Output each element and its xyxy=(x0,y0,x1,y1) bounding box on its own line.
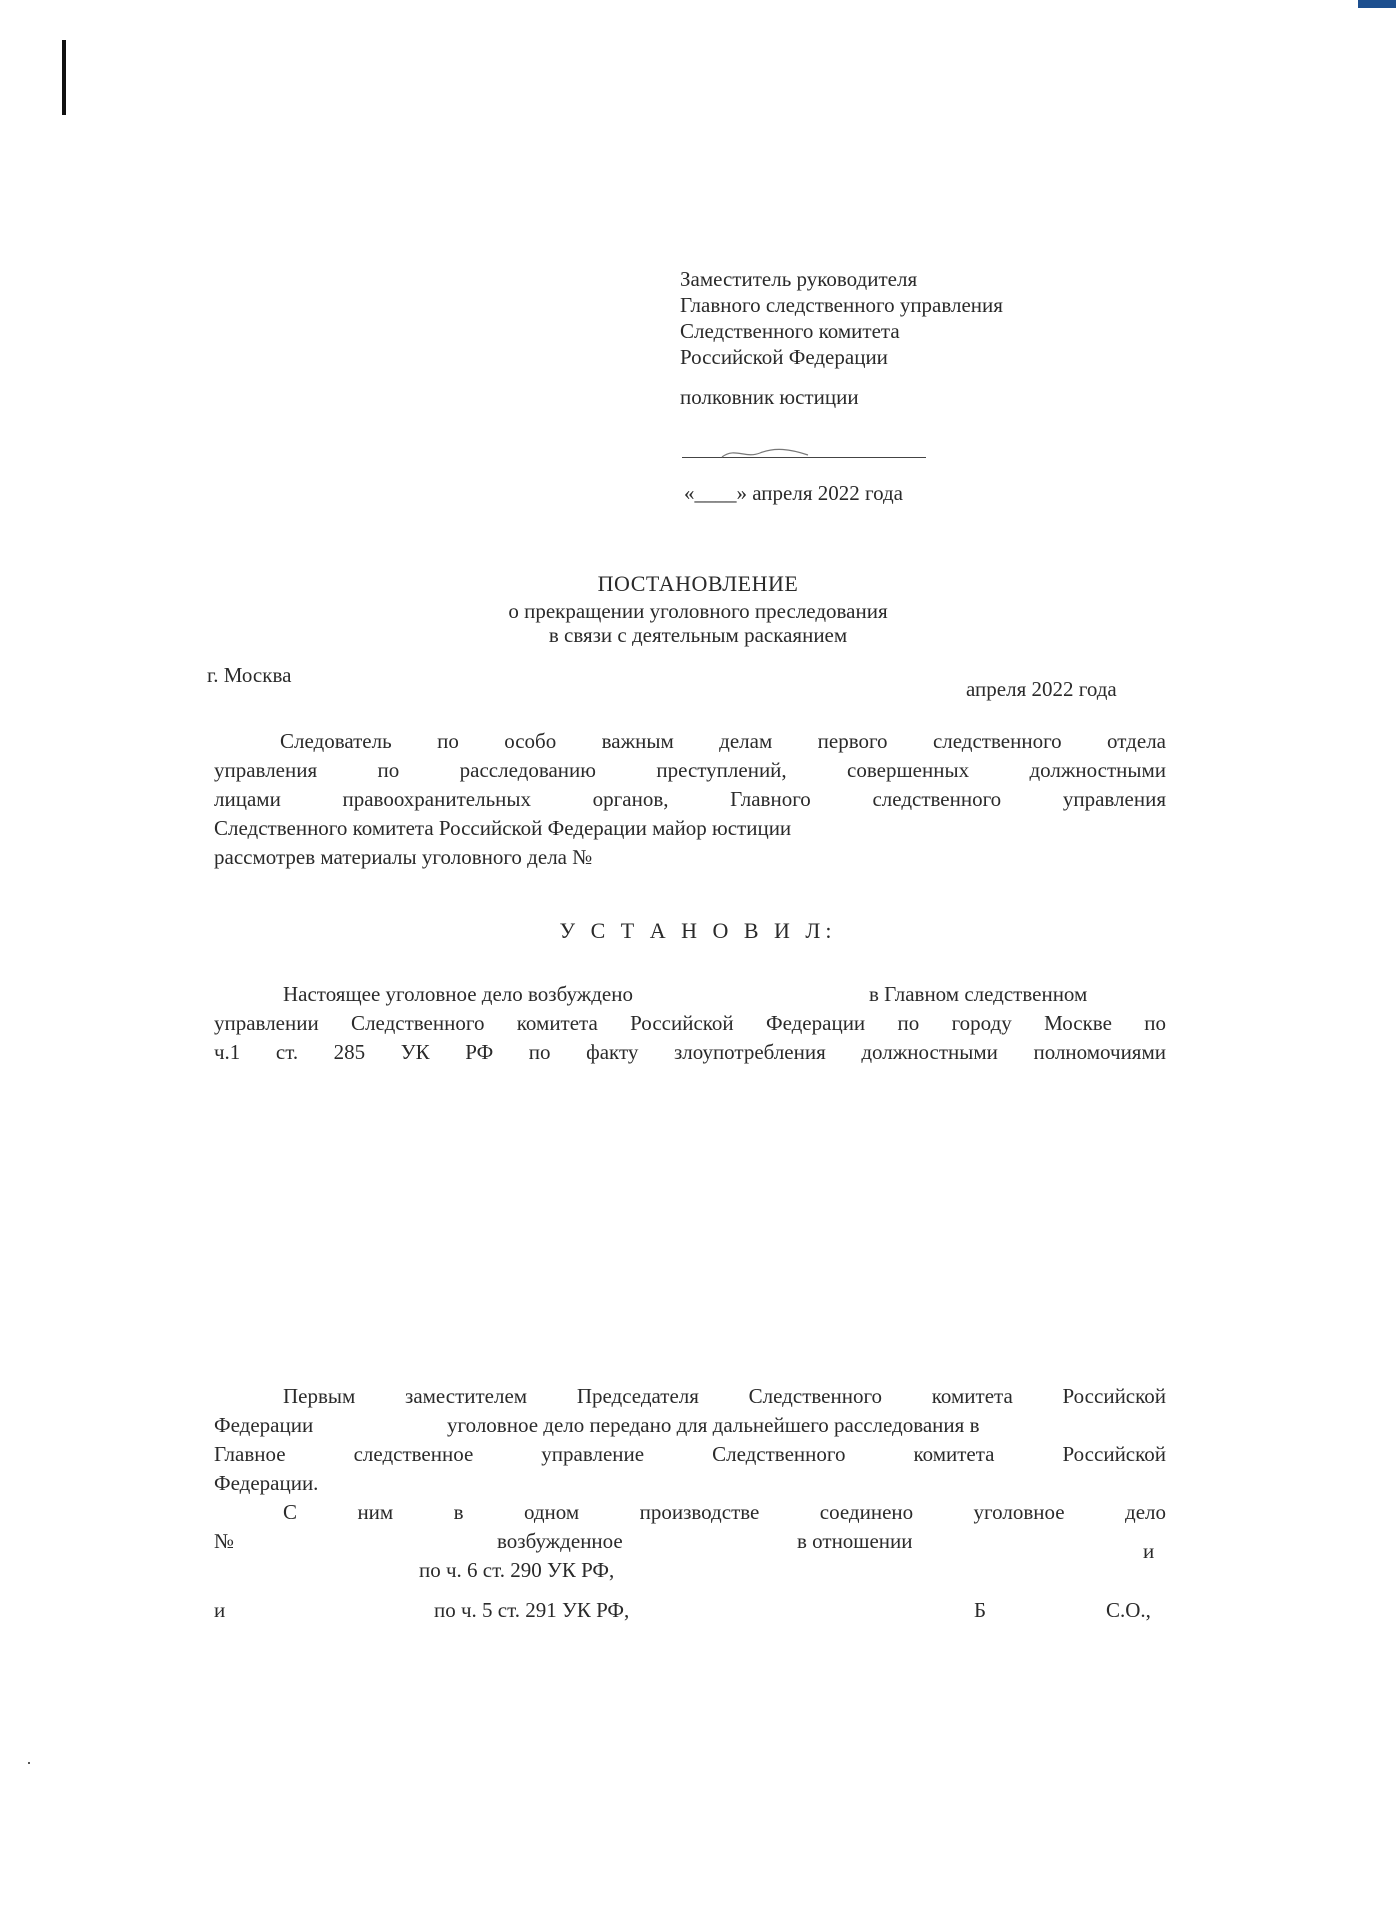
para3-line-4d: С.О., xyxy=(1106,1598,1151,1622)
intro-line-4: Следственного комитета Российской Федерации майор юстиции xyxy=(214,816,792,840)
para3-line-4a: и xyxy=(214,1598,226,1622)
approval-line-3: Следственного комитета xyxy=(680,319,900,343)
para3-line-2b: возбужденное xyxy=(497,1529,623,1553)
scan-margin-mark xyxy=(62,40,66,115)
para2-line-2b: уголовное дело передано для дальнейшего расследования в xyxy=(447,1413,980,1437)
document-date: апреля 2022 года xyxy=(966,677,1117,701)
intro-line-1: Следователь по особо важным делам первого следственного отдела xyxy=(280,729,1166,753)
para3-line-3: по ч. 6 ст. 290 УК РФ, xyxy=(419,1558,615,1582)
intro-line-2: управления по расследованию преступлений, совершенных должностными xyxy=(214,758,1166,782)
para3-line-2d: и xyxy=(1143,1539,1155,1563)
para1-line-3: ч.1 ст. 285 УК РФ по факту злоупотребления должностными полномочиями xyxy=(214,1040,1166,1064)
para1-line-1b: в Главном следственном xyxy=(869,982,1088,1006)
approval-line-4: Российской Федерации xyxy=(680,345,888,369)
para1-line-2: управлении Следственного комитета Российской Федерации по городу Москве по xyxy=(214,1011,1166,1035)
para3-line-4c: Б xyxy=(974,1598,987,1622)
para2-line-1: Первым заместителем Председателя Следственного комитета Российской xyxy=(283,1384,1166,1408)
section-heading: У С Т А Н О В И Л: xyxy=(559,918,837,943)
para2-line-3: Главное следственное управление Следственного комитета Российской xyxy=(214,1442,1166,1466)
para1-line-1a: Настоящее уголовное дело возбуждено xyxy=(283,982,633,1006)
para2-line-4: Федерации. xyxy=(214,1471,319,1495)
para3-line-1: С ним в одном производстве соединено уголовное дело xyxy=(283,1500,1166,1524)
document-place: г. Москва xyxy=(207,663,292,687)
approval-block xyxy=(680,266,1003,370)
approval-line-2: Главного следственного управления xyxy=(680,293,1003,317)
intro-line-5: рассмотрев материалы уголовного дела № xyxy=(214,845,593,869)
scan-speck xyxy=(28,1762,30,1764)
approval-rank: полковник юстиции xyxy=(680,385,859,409)
para3-line-2a: № xyxy=(214,1529,235,1553)
document-subtitle-2: в связи с деятельным раскаянием xyxy=(548,623,848,647)
para3-line-2c: в отношении xyxy=(797,1529,913,1553)
document-subtitle-1: о прекращении уголовного преследования xyxy=(508,599,888,623)
approval-line-1: Заместитель руководителя xyxy=(680,267,918,291)
para2-line-2a: Федерации xyxy=(214,1413,314,1437)
document-title: ПОСТАНОВЛЕНИЕ xyxy=(597,571,799,596)
intro-line-3: лицами правоохранительных органов, Главного следственного управления xyxy=(214,787,1166,811)
scan-corner-tab xyxy=(1358,0,1396,8)
para3-line-4b: по ч. 5 ст. 291 УК РФ, xyxy=(434,1598,630,1622)
approval-date: «____» апреля 2022 года xyxy=(684,481,903,505)
signature-scribble xyxy=(720,445,810,461)
